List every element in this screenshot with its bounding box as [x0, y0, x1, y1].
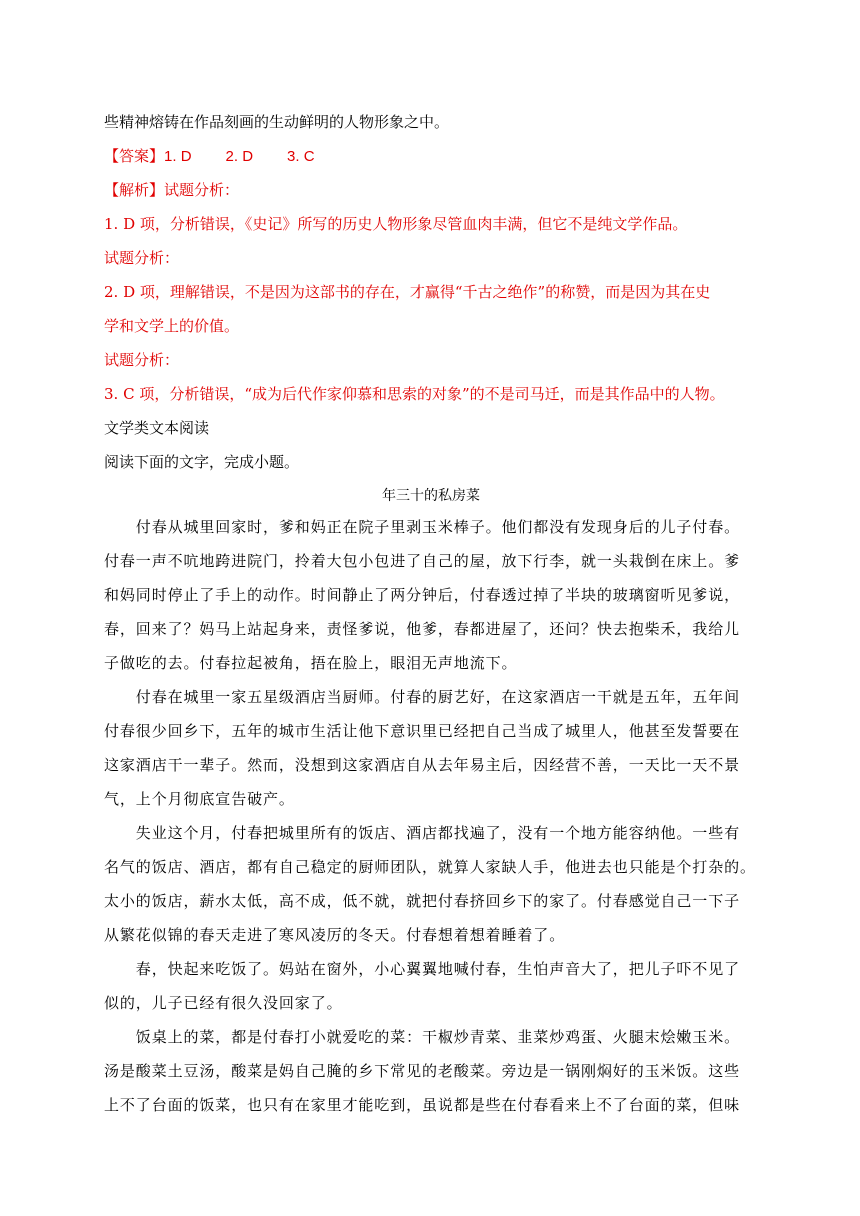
analysis-heading: 试题分析：: [164, 181, 240, 199]
story-body: [104, 510, 756, 1122]
story-line: 春，回来了？妈马上站起身来，责怪爹说，他爹，春都进屋了，还问？快去抱柴禾，我给儿: [104, 620, 741, 638]
story-line: 付春在城里一家五星级酒店当厨师。付春的厨艺好，在这家酒店一干就是五年，五年间: [104, 688, 741, 706]
analysis-subheading-3: 试题分析：: [104, 351, 180, 369]
story-line: 付春从城里回家时，爹和妈正在院子里剥玉米棒子。他们都没有发现身后的儿子付春。: [104, 518, 741, 536]
analysis-line: [104, 180, 239, 200]
story-line: 太小的饭店，薪水太低，高不成，低不就，就把付春挤回乡下的家了。付春感觉自己一下子: [104, 892, 741, 910]
analysis-q3: 3. C 项，分析错误，“成为后代作家仰慕和思索的对象”的不是司马迁，而是其作品中的人物。: [104, 385, 725, 403]
answer-line: [104, 146, 315, 167]
analysis-q2-line2: 学和文学上的价值。: [104, 317, 240, 335]
intro-line: 些精神熔铸在作品刻画的生动鲜明的人物形象之中。: [104, 113, 450, 131]
answer-item-1: 1. D: [164, 148, 192, 165]
story-line: 饭桌上的菜，都是付春打小就爱吃的菜：干椒炒青菜、韭菜炒鸡蛋、火腿末烩嫩玉米。: [104, 1028, 741, 1046]
story-line: 气，上个月彻底宣告破产。: [104, 790, 295, 808]
instruction-line: 阅读下面的文字，完成小题。: [104, 453, 300, 471]
analysis-subheading-2: 试题分析：: [104, 249, 180, 267]
story-line: 付春一声不吭地跨进院门，拎着大包小包进了自己的屋，放下行李，就一头栽倒在床上。爹: [104, 552, 741, 570]
answer-label: 【答案】: [104, 147, 165, 165]
section-title: 文学类文本阅读: [104, 419, 210, 437]
story-line: 上不了台面的饭菜，也只有在家里才能吃到，虽说都是些在付春看来上不了台面的菜，但味: [104, 1096, 741, 1114]
story-line: 似的，儿子已经有很久没回家了。: [104, 994, 343, 1012]
story-line: 失业这个月，付春把城里所有的饭店、酒店都找遍了，没有一个地方能容纳他。一些有: [104, 824, 741, 842]
story-line: 汤是酸菜土豆汤，酸菜是妈自己腌的乡下常见的老酸菜。旁边是一锅刚焖好的玉米饭。这些: [104, 1062, 741, 1080]
analysis-q1: 1. D 项，分析错误，《史记》所写的历史人物形象尽管血肉丰满，但它不是纯文学作品。: [104, 215, 688, 233]
story-line: 名气的饭店、酒店，都有自己稳定的厨师团队，就算人家缺人手，他进去也只能是个打杂的。: [104, 858, 756, 876]
story-title: 年三十的私房菜: [382, 488, 480, 504]
story-line: 子做吃的去。付春拉起被角，捂在脸上，眼泪无声地流下。: [104, 654, 518, 672]
analysis-q2-line1: 2. D 项，理解错误，不是因为这部书的存在，才赢得“千古之绝作”的称赞，而是因为其在史: [104, 283, 711, 301]
answer-item-2: 2. D: [225, 148, 254, 165]
story-line: 春，快起来吃饭了。妈站在窗外，小心翼翼地喊付春，生怕声音大了，把儿子吓不见了: [104, 960, 741, 978]
answer-item-3: 3. C: [287, 148, 315, 165]
analysis-label: 【解析】: [104, 181, 165, 199]
story-line: 和妈同时停止了手上的动作。时间静止了两分钟后，付春透过掉了半块的玻璃窗听见爹说，: [104, 586, 741, 604]
story-line: 这家酒店干一辈子。然而，没想到这家酒店自从去年易主后，因经营不善，一天比一天不景: [104, 756, 741, 774]
story-line: 从繁花似锦的春天走进了寒风凌厉的冬天。付春想着想着睡着了。: [104, 926, 566, 944]
story-line: 付春很少回乡下，五年的城市生活让他下意识里已经把自己当成了城里人，他甚至发誓要在: [104, 722, 741, 740]
